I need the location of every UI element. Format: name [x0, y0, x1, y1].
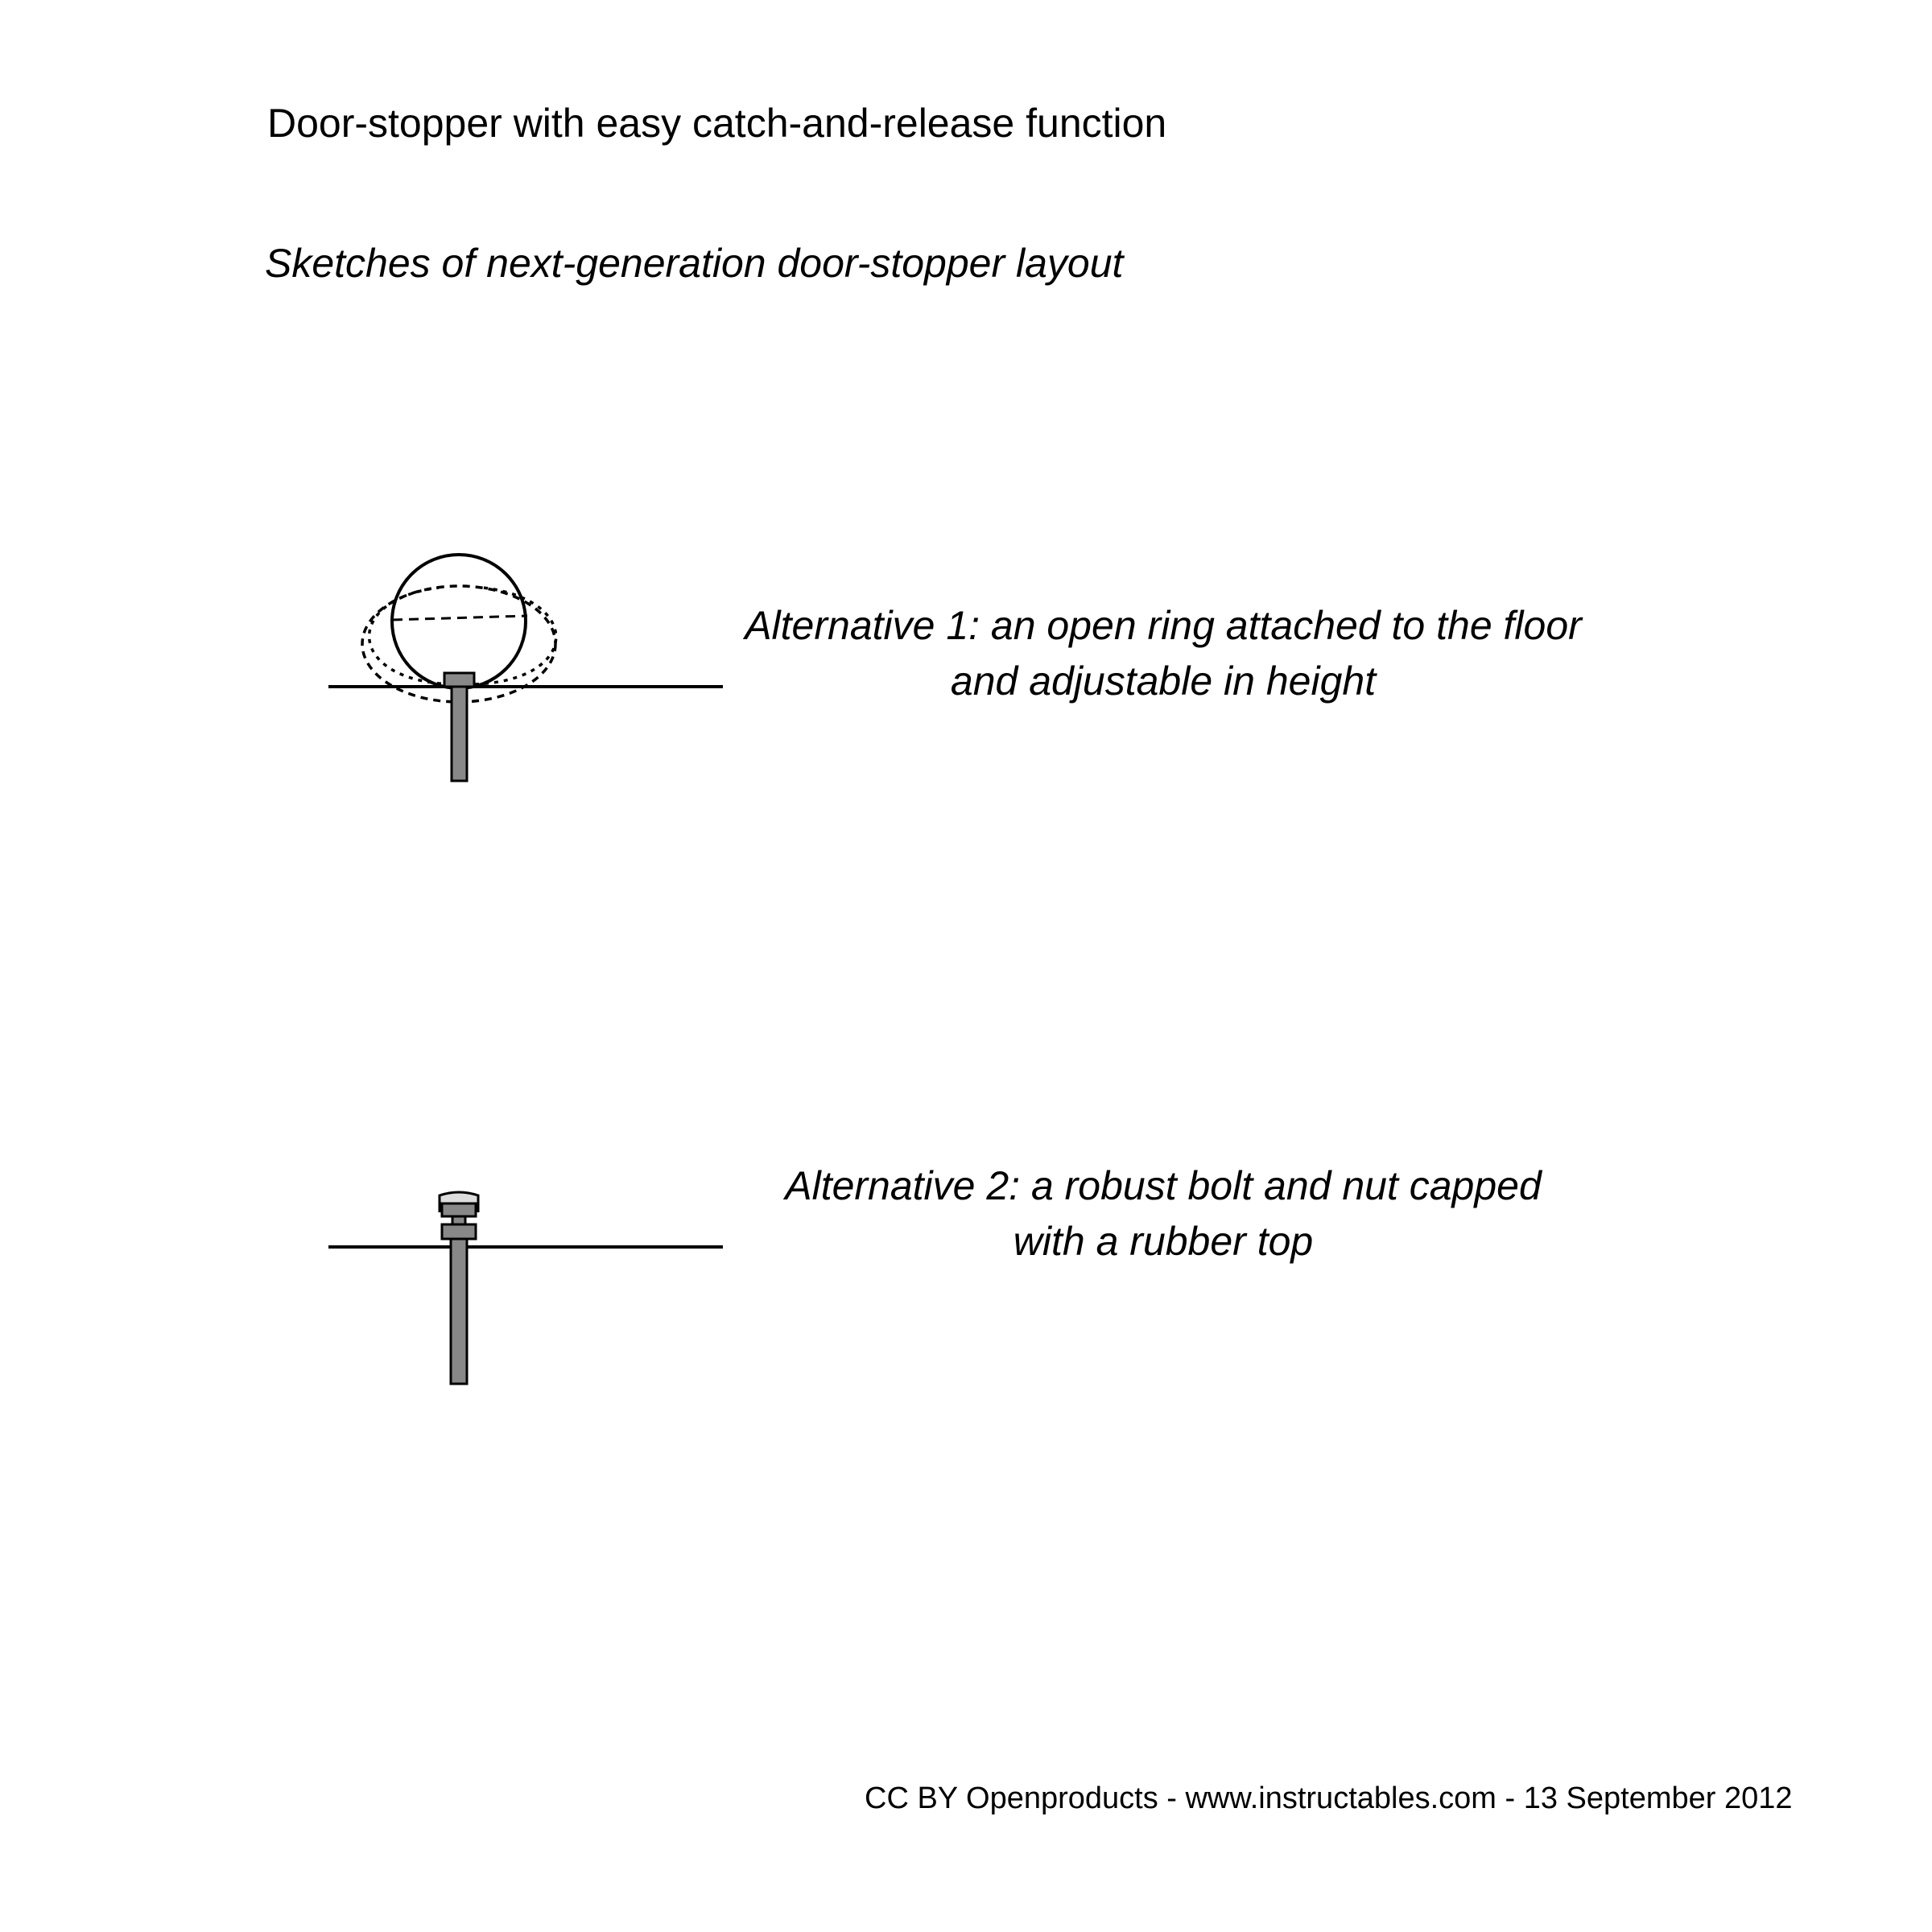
alternative-1-line-1: Alternative 1: an open ring attached to the floor	[745, 603, 1582, 648]
open-ring	[392, 555, 526, 688]
ring-dashed-equator	[393, 616, 527, 620]
nut	[442, 1224, 476, 1239]
alternative-1-line-2: and adjustable in height	[950, 658, 1377, 704]
credit-line: CC BY Openproducts - www.instructables.com - 13 September 2012	[865, 1781, 1793, 1815]
alternative-1-caption	[600, 598, 1727, 709]
ring-tilted-outer-left	[369, 588, 451, 684]
alternative-2-line-1: Alternative 2: a robust bolt and nut capped	[785, 1163, 1542, 1208]
bolt-shaft	[451, 1239, 467, 1384]
ring-mount-post	[452, 687, 467, 781]
alternative-2-line-2: with a rubber top	[1013, 1219, 1314, 1264]
alternative-2-caption	[600, 1158, 1727, 1269]
diagram-subtitle: Sketches of next-generation door-stopper layout	[265, 241, 1124, 286]
diagram-title: Door-stopper with easy catch-and-release function	[267, 101, 1167, 146]
bolt-head	[442, 1203, 476, 1216]
ring-base-plate	[444, 673, 474, 687]
